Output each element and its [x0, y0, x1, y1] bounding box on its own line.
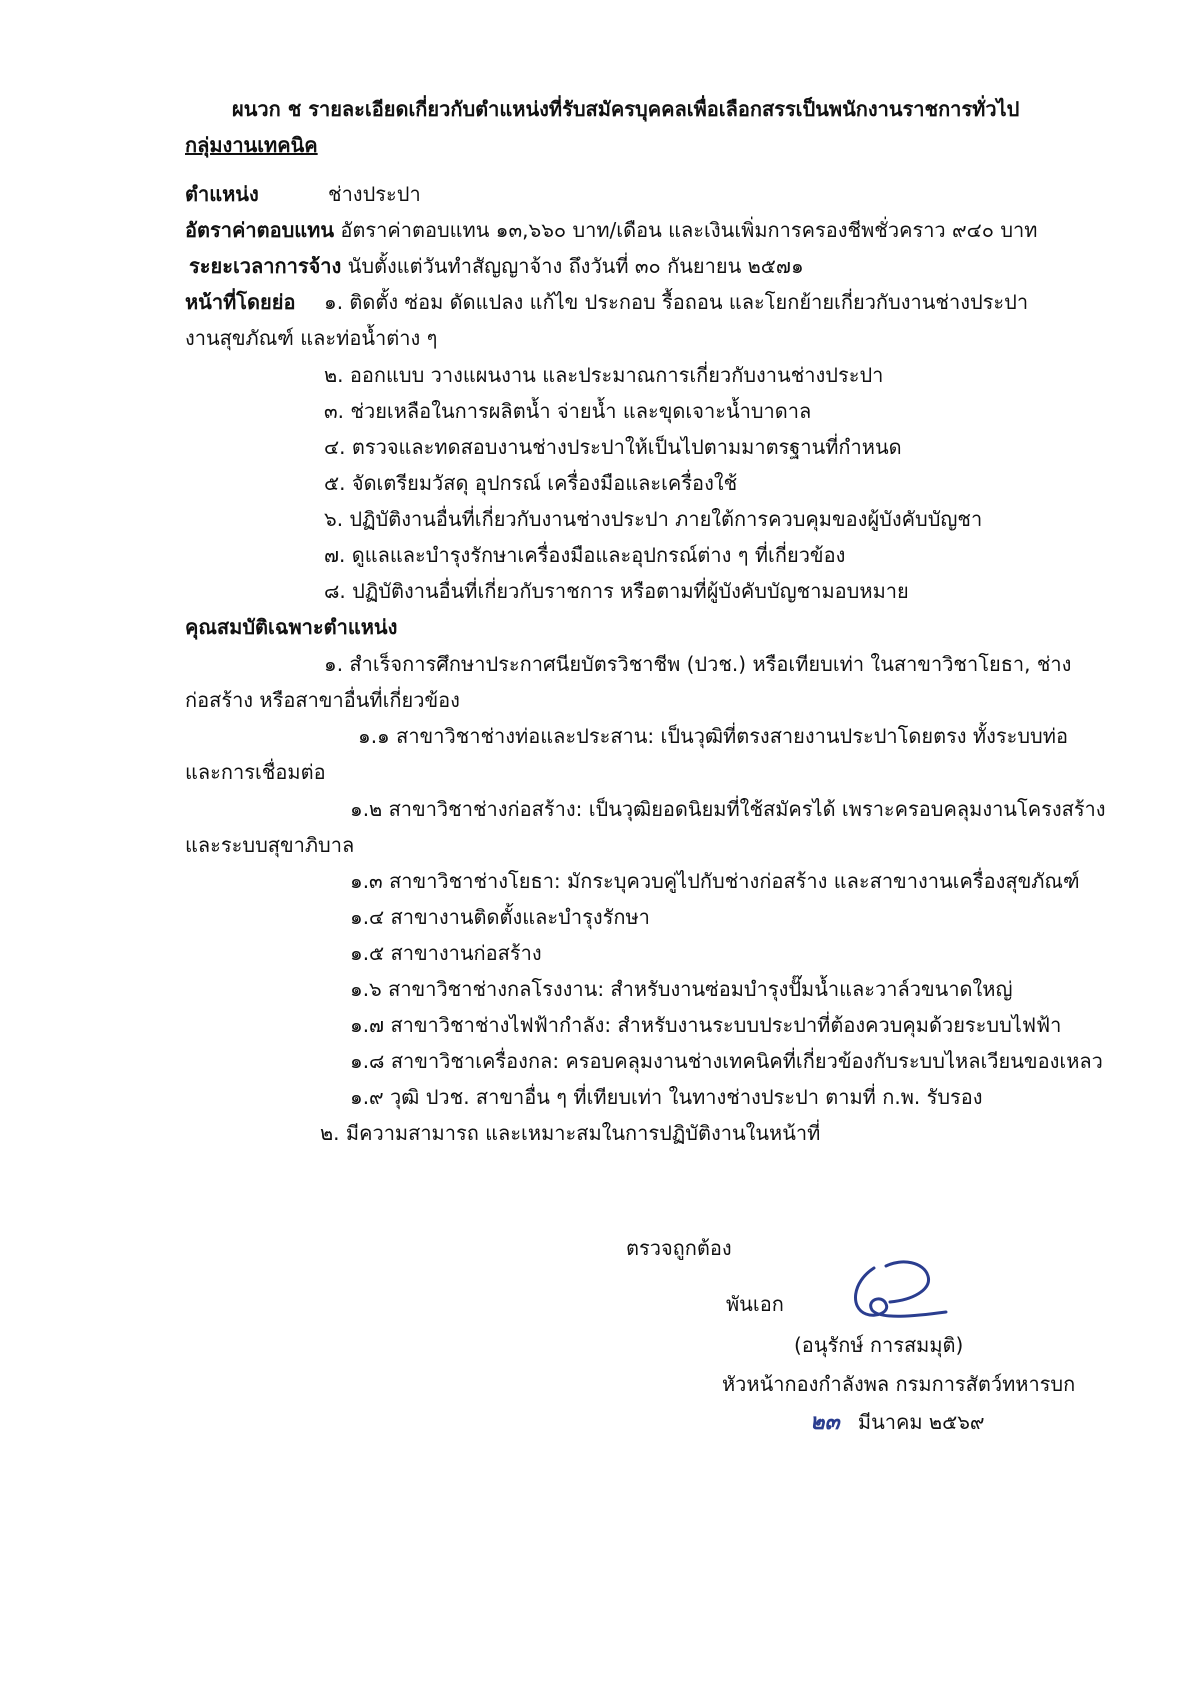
- sub-qualification: ๑.๘ สาขาวิชาเครื่องกล: ครอบคลุมงานช่างเทคนิคที่เกี่ยวข้องกับระบบไหลเวียนของเหลว: [350, 1049, 1103, 1073]
- duty-item: ๕. จัดเตรียมวัสดุ อุปกรณ์ เครื่องมือและเครื่องใช้: [324, 471, 738, 495]
- duty-item: ๖. ปฏิบัติงานอื่นที่เกี่ยวกับงานช่างประปา ภายใต้การควบคุมของผู้บังคับบัญชา: [324, 507, 983, 531]
- sub-qualification: ๑.๔ สาขางานติดตั้งและบำรุงรักษา: [350, 905, 650, 929]
- duty-item-1: ๑. ติดตั้ง ซ่อม ดัดแปลง แก้ไข ประกอบ รื้อถอน และโยกย้ายเกี่ยวกับงานช่างประปา: [324, 290, 1029, 314]
- duties-label: หน้าที่โดยย่อ: [185, 290, 296, 314]
- signatory-title: หัวหน้ากองกำลังพล กรมการสัตว์ทหารบก: [722, 1372, 1076, 1396]
- rank-text: พันเอก: [726, 1292, 784, 1316]
- sub-qualification: ๑.๗ สาขาวิชาช่างไฟฟ้ากำลัง: สำหรับงานระบบประปาที่ต้องควบคุมด้วยระบบไฟฟ้า: [350, 1013, 1062, 1037]
- handwritten-day: ๒๓: [810, 1409, 840, 1435]
- qualification-2: ๒. มีความสามารถ และเหมาะสมในการปฏิบัติงานในหน้าที่: [320, 1121, 821, 1145]
- period-row: [189, 252, 804, 280]
- sub-qualification-1-1-cont: และการเชื่อมต่อ: [185, 760, 326, 784]
- signatory-name: (อนุรักษ์ การสมมุติ): [794, 1333, 964, 1357]
- qualification-1-line2: ก่อสร้าง หรือสาขาอื่นที่เกี่ยวข้อง: [185, 688, 460, 712]
- document-title: ผนวก ช รายละเอียดเกี่ยวกับตำแหน่งที่รับสมัครบุคคลเพื่อเลือกสรรเป็นพนักงานราชการทั่วไป: [232, 97, 1020, 121]
- period-value: นับตั้งแต่วันทำสัญญาจ้าง ถึงวันที่ ๓๐ กันยายน ๒๕๗๑: [347, 254, 804, 278]
- sub-qualification-1-2: ๑.๒ สาขาวิชาช่างก่อสร้าง: เป็นวุฒิยอดนิยมที่ใช้สมัครได้ เพราะครอบคลุมงานโครงสร้าง: [350, 797, 1106, 821]
- salary-row: [185, 216, 1037, 244]
- sub-qualification-1-1: ๑.๑ สาขาวิชาช่างท่อและประสาน: เป็นวุฒิที่ตรงสายงานประปาโดยตรง ทั้งระบบท่อ: [358, 724, 1068, 748]
- group-heading: กลุ่มงานเทคนิค: [185, 133, 318, 157]
- period-label: ระยะเวลาการจ้าง: [189, 254, 342, 278]
- salary-value: อัตราค่าตอบแทน ๑๓,๖๖๐ บาท/เดือน และเงินเพิ่มการครองชีพชั่วคราว ๙๔๐ บาท: [340, 218, 1038, 242]
- position-label: ตำแหน่ง: [185, 182, 259, 206]
- position-value: ช่างประปา: [328, 182, 421, 206]
- handwritten-signature: [846, 1256, 956, 1326]
- sub-qualification: ๑.๙ วุฒิ ปวช. สาขาอื่น ๆ ที่เทียบเท่า ในทางช่างประปา ตามที่ ก.พ. รับรอง: [350, 1085, 983, 1109]
- sub-qualification-1-2-cont: และระบบสุขาภิบาล: [185, 833, 355, 857]
- qualifications-label: คุณสมบัติเฉพาะตำแหน่ง: [185, 615, 398, 639]
- duty-item: ๘. ปฏิบัติงานอื่นที่เกี่ยวกับราชการ หรือตามที่ผู้บังคับบัญชามอบหมาย: [324, 579, 909, 603]
- duty-item: ๗. ดูแลและบำรุงรักษาเครื่องมือและอุปกรณ์ต่าง ๆ ที่เกี่ยวข้อง: [324, 543, 846, 567]
- duty-item-1-cont: งานสุขภัณฑ์ และท่อน้ำต่าง ๆ: [185, 326, 438, 350]
- sub-qualification: ๑.๖ สาขาวิชาช่างกลโรงงาน: สำหรับงานซ่อมบำรุงปั๊มน้ำและวาล์วขนาดใหญ่: [350, 977, 1013, 1001]
- salary-label: อัตราค่าตอบแทน: [185, 218, 335, 242]
- certified-text: ตรวจถูกต้อง: [626, 1236, 732, 1260]
- duty-item: ๓. ช่วยเหลือในการผลิตน้ำ จ่ายน้ำ และขุดเจาะน้ำบาดาล: [324, 399, 812, 423]
- sub-qualification: ๑.๕ สาขางานก่อสร้าง: [350, 941, 542, 965]
- duty-item: ๒. ออกแบบ วางแผนงาน และประมาณการเกี่ยวกับงานช่างประปา: [324, 363, 884, 387]
- sub-qualification: ๑.๓ สาขาวิชาช่างโยธา: มักระบุควบคู่ไปกับช่างก่อสร้าง และสาขางานเครื่องสุขภัณฑ์: [350, 869, 1080, 893]
- date-month-year: มีนาคม ๒๕๖๙: [857, 1410, 985, 1434]
- duty-item: ๔. ตรวจและทดสอบงานช่างประปาให้เป็นไปตามมาตรฐานที่กำหนด: [324, 435, 902, 459]
- signature-date: [810, 1408, 985, 1436]
- qualification-1-line1: ๑. สำเร็จการศึกษาประกาศนียบัตรวิชาชีพ (ปวช.) หรือเทียบเท่า ในสาขาวิชาโยธา, ช่าง: [324, 652, 1072, 676]
